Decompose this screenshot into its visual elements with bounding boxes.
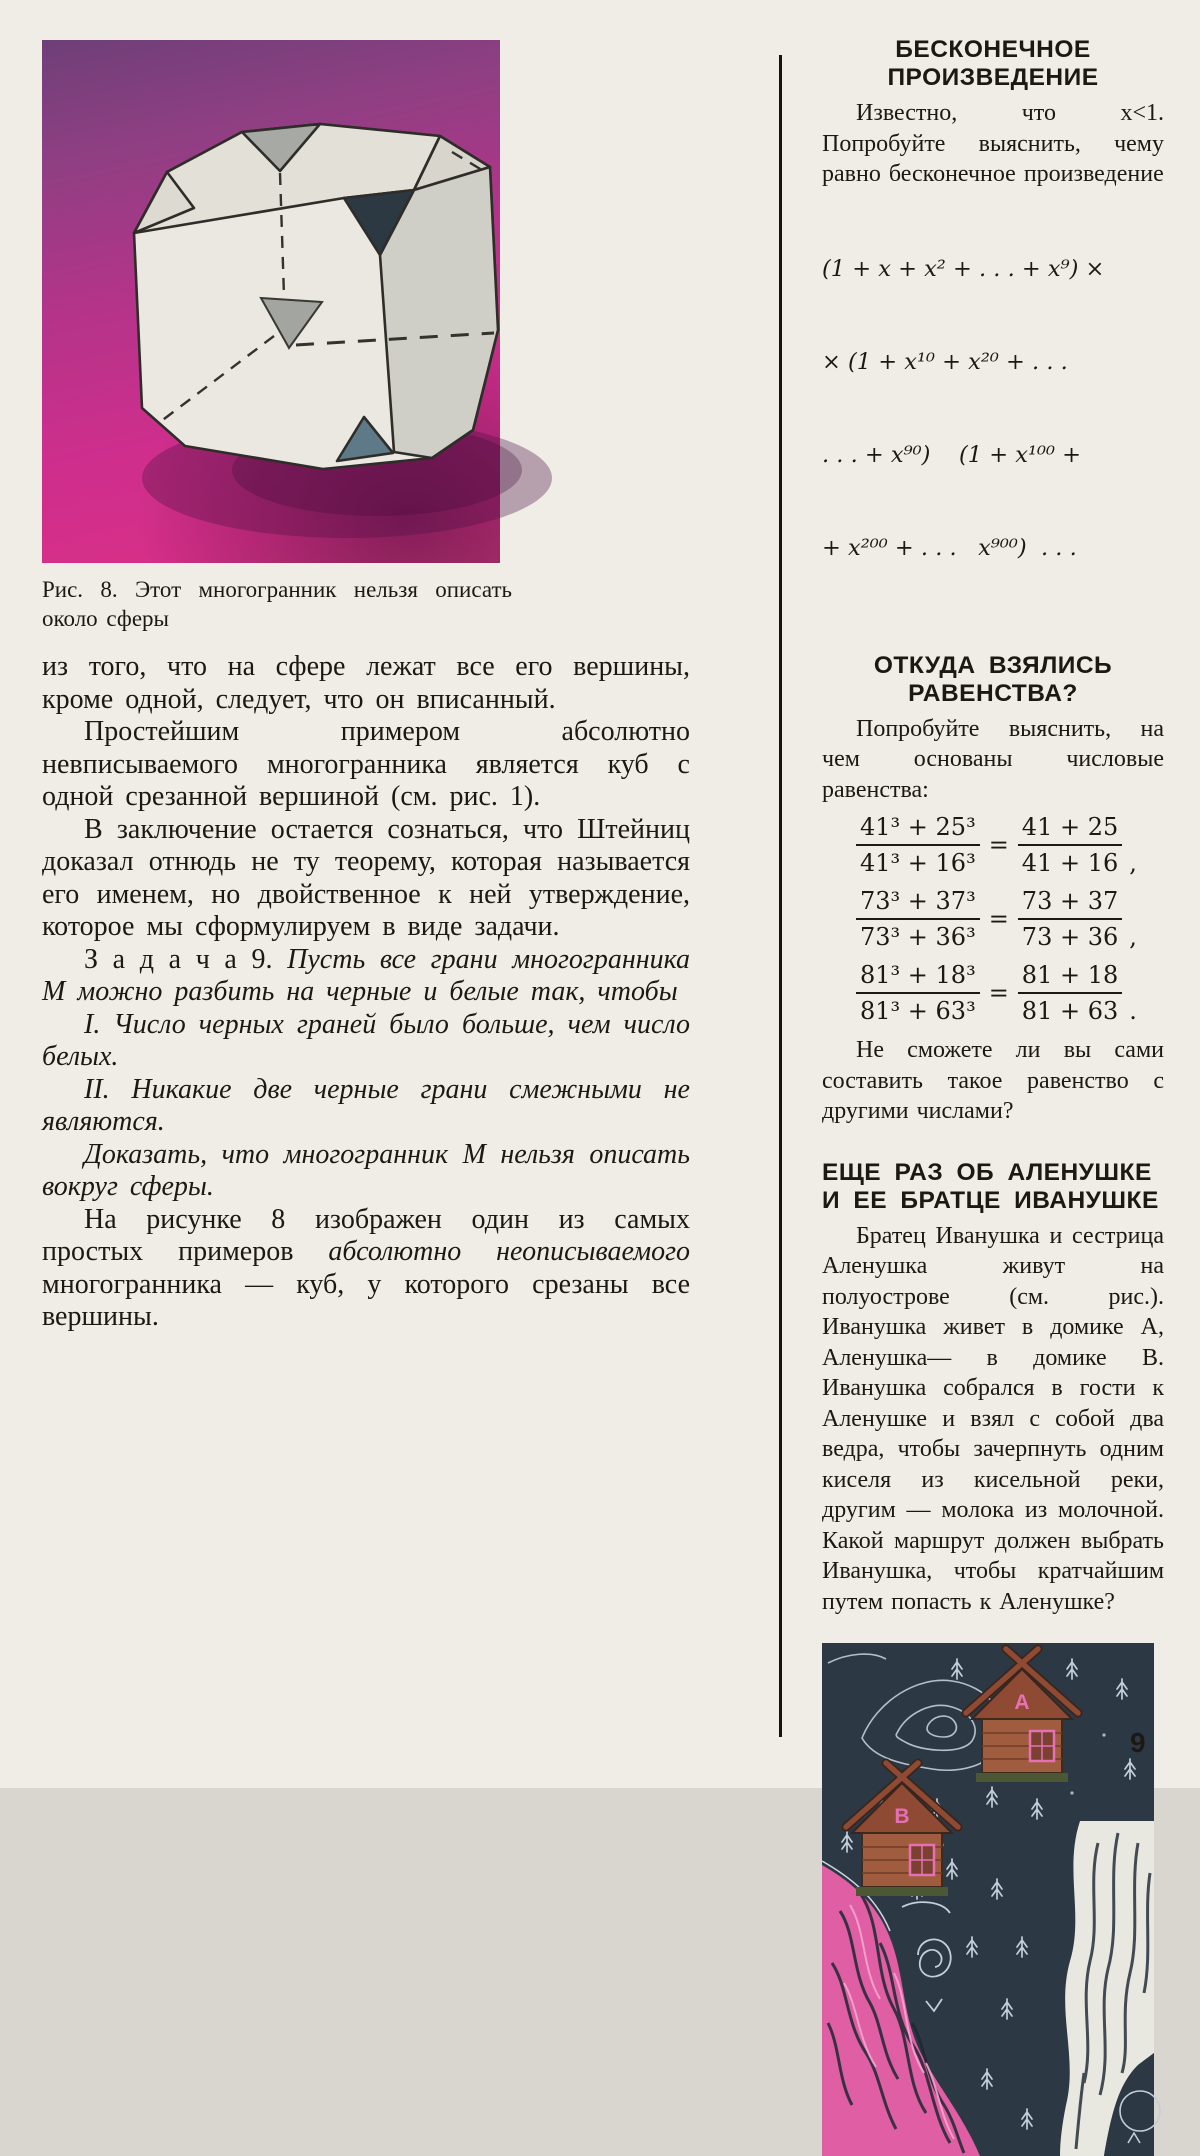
paragraph-condition-2: II. Никакие две черные грани смежными не являются.	[42, 1073, 690, 1137]
house-b-label: В	[894, 1805, 910, 1828]
figure-8-photo	[42, 40, 500, 563]
fraction	[1018, 887, 1122, 951]
punctuation: ,	[1129, 849, 1137, 877]
formula-line: (1 + x + x² + . . . + x⁹) ×	[822, 255, 1105, 282]
equation	[856, 887, 1164, 951]
equalities-intro: Попробуйте выяснить, на чем основаны числовые равенства:	[822, 715, 1164, 803]
title-line: И ЕЕ БРАТЦЕ ИВАНУШКЕ	[822, 1186, 1159, 1214]
paragraph-emphasis: абсолютно неописываемого	[328, 1236, 690, 1267]
denominator: 73 + 36	[1021, 923, 1119, 951]
task-statement: Пусть все грани многогранника М можно разбить на черные и белые так, чтобы	[42, 943, 691, 1007]
denominator: 81 + 63	[1021, 997, 1119, 1025]
title-line: ПРОИЗВЕДЕНИЕ	[887, 64, 1099, 91]
denominator: 81³ + 63³	[860, 997, 976, 1025]
denominator: 41 + 16	[1021, 849, 1119, 877]
page-number: 9	[1130, 1727, 1146, 1758]
paragraph: В заключение остается сознаться, что Штейниц доказал отнюдь не ту теорему, которая называется его именем, но двойственное к ней утверждение, которое мы сформулируем в виде задачи.	[42, 813, 690, 942]
punctuation: ,	[1129, 923, 1137, 951]
equals-sign: =	[988, 905, 1009, 933]
column-divider	[779, 55, 782, 1737]
fraction	[1018, 813, 1122, 877]
paragraph-text: многогранника — куб, у которого срезаны все вершины.	[42, 1268, 690, 1332]
house-a-label: А	[1014, 1691, 1030, 1714]
paragraph	[42, 1204, 690, 1334]
section-title-equalities	[822, 652, 1164, 708]
truncated-cube-illustration	[42, 40, 500, 563]
title-line: ОТКУДА ВЗЯЛИСЬ	[873, 651, 1113, 679]
title-line: ЕЩЕ РАЗ ОБ АЛЕНУШКЕ	[822, 1158, 1152, 1186]
numerator: 73 + 37	[1018, 887, 1122, 920]
punctuation: .	[1129, 997, 1137, 1025]
numerator: 73³ + 37³	[856, 887, 980, 920]
numerator: 81 + 18	[1018, 961, 1122, 994]
paragraph-prove: Доказать, что многогранник М нельзя описать вокруг сферы.	[42, 1138, 690, 1202]
fraction	[856, 961, 980, 1025]
equation	[856, 813, 1164, 877]
equation	[856, 961, 1164, 1025]
paragraph-condition-1: I. Число черных граней было больше, чем число белых.	[42, 1008, 690, 1072]
paragraph: из того, что на сфере лежат все его вершины, кроме одной, следует, что он вписанный.	[42, 651, 690, 715]
map-illustration	[822, 1643, 1154, 2156]
task-label: З а д а ч а 9.	[84, 943, 288, 975]
title-line: БЕСКОНЕЧНОЕ	[895, 36, 1091, 63]
numerator: 81³ + 18³	[856, 961, 980, 994]
equals-sign: =	[988, 979, 1009, 1007]
paragraph-text: На рисунке 8 изображен один из самых простых примеров	[42, 1203, 690, 1267]
section-title-infinite-product	[822, 36, 1164, 92]
peninsula-map	[822, 1643, 1154, 2156]
equals-sign: =	[988, 831, 1009, 859]
paragraph-task	[42, 944, 690, 1009]
fraction	[1018, 961, 1122, 1025]
left-column	[42, 40, 690, 1334]
infinite-product-intro: Известно, что x<1. Попробуйте выяснить, чему равно бесконечное произведение	[822, 100, 1164, 187]
denominator: 41³ + 16³	[860, 849, 976, 877]
formula-line: . . . + x⁹⁰) (1 + x¹⁰⁰ +	[822, 441, 1082, 468]
title-line: РАВЕНСТВА?	[908, 679, 1078, 707]
formula-line: + x²⁰⁰ + . . . x⁹⁰⁰) . . .	[822, 534, 1077, 561]
article-text	[42, 651, 690, 1334]
figure-8-caption: Рис. 8. Этот многогранник нельзя описать около сферы	[42, 577, 512, 631]
equalities-formulas	[856, 813, 1164, 1025]
denominator: 73³ + 36³	[860, 923, 976, 951]
fraction	[856, 887, 980, 951]
fraction	[856, 813, 980, 877]
numerator: 41³ + 25³	[856, 813, 980, 846]
right-column	[822, 36, 1164, 2156]
numerator: 41 + 25	[1018, 813, 1122, 846]
equalities-outro: Не сможете ли вы сами составить такое равенство с другими числами?	[822, 1037, 1164, 1124]
alenushka-body: Братец Иванушка и сестрица Аленушка живут на полуострове (см. рис.). Иванушка живет в домике А, Аленушка— в домике В. Иванушка собрался в гости к Аленушке и взял с собой два ведра, чтобы зачерпнуть одним киселя из кисельной реки, другим — молока из молочной. Какой маршрут должен выбрать Иванушка, чтобы кратчайшим путем попасть к Аленушке?	[822, 1222, 1164, 1615]
formula-line: × (1 + x¹⁰ + x²⁰ + . . .	[822, 348, 1068, 375]
paragraph: Простейшим примером абсолютно невписываемого многогранника является куб с одной срезанной вершиной (см. рис. 1).	[42, 716, 690, 812]
infinite-product-formula	[822, 192, 1164, 626]
section-title-alenushka	[822, 1159, 1164, 1215]
